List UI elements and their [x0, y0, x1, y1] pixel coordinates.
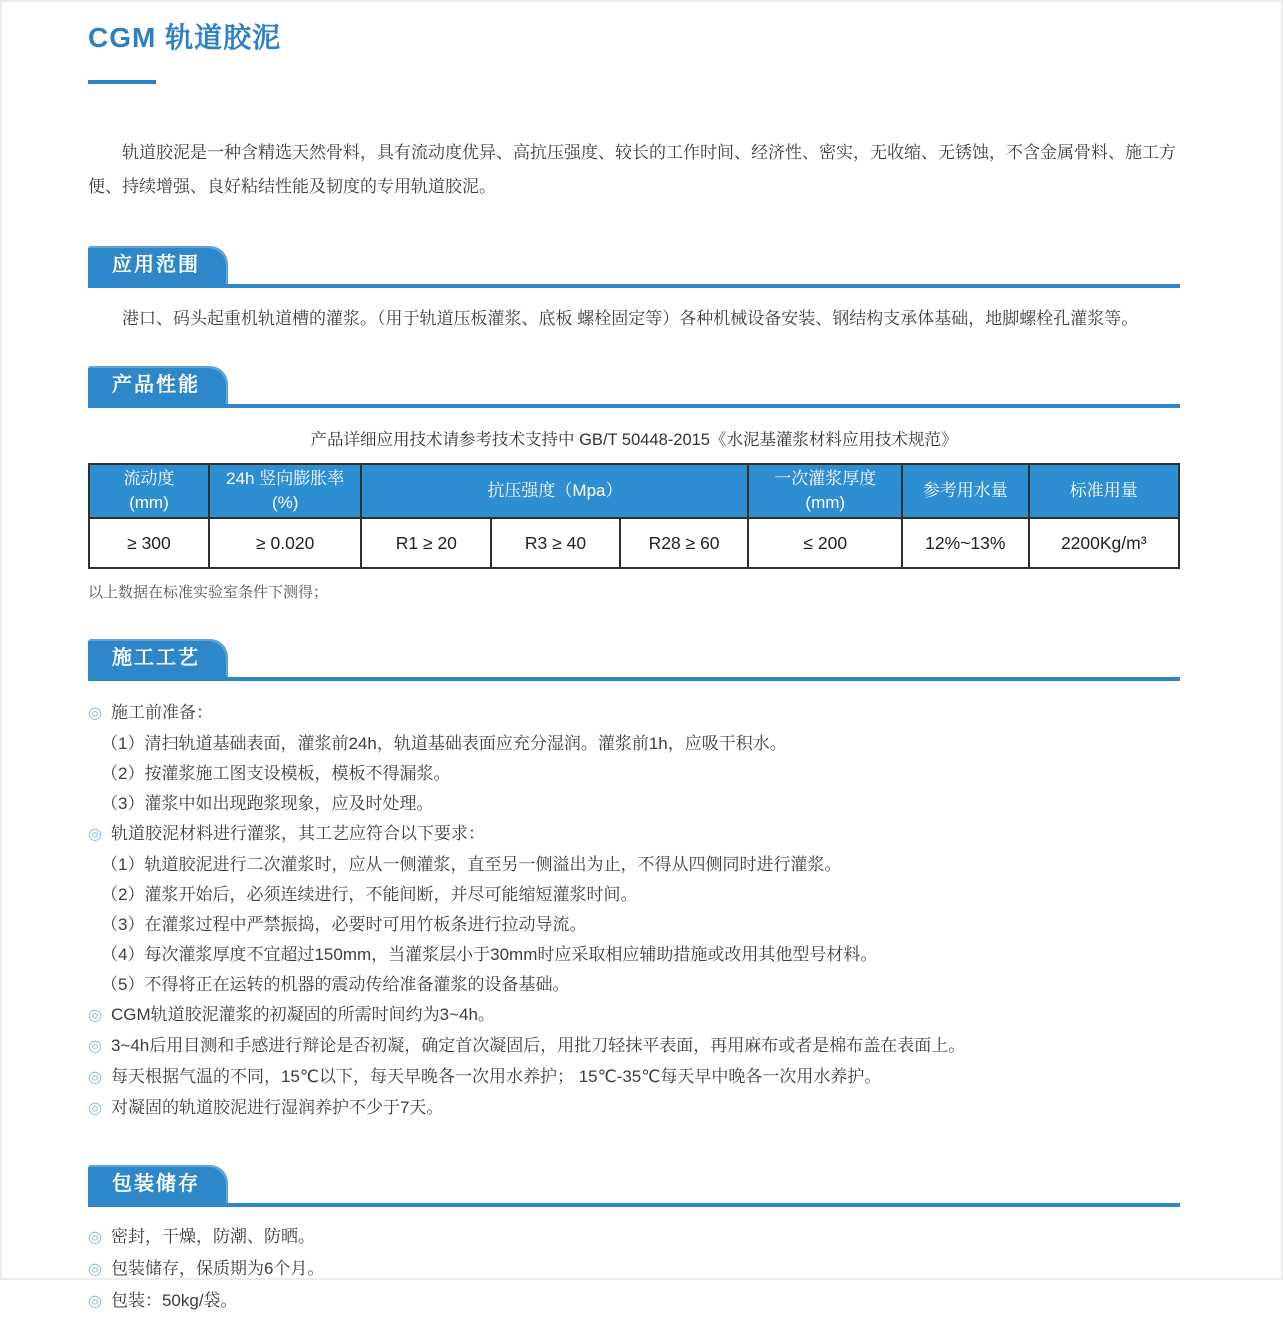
list-item-text: CGM轨道胶泥灌浆的初凝固的所需时间约为3~4h。	[110, 1005, 495, 1024]
bullseye-bullet-icon: ◎	[88, 1038, 102, 1055]
col-header-compressive-strength: 抗压强度（Mpa）	[361, 464, 748, 518]
list-item-text: （3）灌浆中如出现跑浆现象，应及时处理。	[101, 794, 434, 813]
list-item	[88, 850, 1180, 880]
col-header-flow	[89, 464, 209, 518]
section-badge-process: 施工工艺	[88, 639, 228, 677]
list-item	[88, 1000, 1180, 1031]
header-line: (%)	[271, 493, 299, 512]
header-line: (mm)	[129, 493, 169, 512]
list-item-text: （2）灌浆开始后，必须连续进行，不能间断，并尽可能缩短灌浆时间。	[101, 885, 638, 904]
bullseye-bullet-icon: ◎	[88, 1229, 102, 1246]
cell-r28: R28 ≥ 60	[620, 518, 749, 568]
cell-usage: 2200Kg/m³	[1029, 518, 1179, 568]
section-header-application	[88, 246, 1180, 288]
header-line: 一次灌浆厚度	[774, 469, 877, 488]
table-header-row	[89, 464, 1179, 518]
list-item-text: （2）按灌浆施工图支设模板，模板不得漏浆。	[101, 764, 451, 783]
section-header-performance	[88, 366, 1180, 408]
list-item	[88, 789, 1180, 819]
list-item-text: 轨道胶泥材料进行灌浆，其工艺应符合以下要求：	[110, 824, 485, 843]
table-data-row	[89, 518, 1179, 568]
list-item	[88, 729, 1180, 759]
cell-r3: R3 ≥ 40	[491, 518, 620, 568]
bullseye-bullet-icon: ◎	[88, 1007, 102, 1024]
list-item-text: （4）每次灌浆厚度不宜超过150mm，当灌浆层小于30mm时应采取相应辅助措施或改用其他型号材料。	[101, 945, 878, 964]
list-item-text: 施工前准备：	[110, 703, 213, 722]
bullseye-bullet-icon: ◎	[88, 826, 102, 843]
list-item-text: （5）不得将正在运转的机器的震动传给准备灌浆的设备基础。	[101, 975, 570, 994]
cell-expansion: ≥ 0.020	[209, 518, 362, 568]
header-line: (mm)	[805, 493, 846, 512]
list-item	[88, 1093, 1180, 1124]
bullseye-bullet-icon: ◎	[88, 1100, 102, 1117]
section-header-packaging	[88, 1165, 1180, 1207]
list-item	[88, 1253, 1180, 1285]
cell-water: 12%~13%	[902, 518, 1028, 568]
header-line: 流动度	[123, 469, 175, 488]
performance-spec-table	[88, 463, 1180, 569]
list-item	[88, 970, 1180, 1000]
cell-thickness: ≤ 200	[748, 518, 902, 568]
header-line: 24h 竖向膨胀率	[226, 469, 345, 488]
list-item	[88, 940, 1180, 970]
col-header-standard-usage: 标准用量	[1029, 464, 1179, 518]
col-header-water-amount: 参考用水量	[902, 464, 1028, 518]
list-item	[88, 880, 1180, 910]
cell-flow: ≥ 300	[89, 518, 209, 568]
list-item	[88, 1285, 1180, 1317]
list-item-text: 包装储存，保质期为6个月。	[110, 1259, 325, 1278]
packaging-list	[88, 1221, 1180, 1317]
list-item	[88, 759, 1180, 789]
list-item-text: 密封，干燥，防潮、防晒。	[110, 1227, 315, 1246]
section-badge-application: 应用范围	[88, 246, 228, 284]
col-header-expansion	[209, 464, 362, 518]
list-item	[88, 1062, 1180, 1093]
list-item-text: （3）在灌浆过程中严禁振捣，必要时可用竹板条进行拉动导流。	[101, 915, 587, 934]
list-item-text: 每天根据气温的不同，15℃以下，每天早晚各一次用水养护； 15℃-35℃每天早中晚各一次用水养护。	[110, 1067, 882, 1086]
list-item	[88, 819, 1180, 850]
section-badge-performance: 产品性能	[88, 366, 228, 404]
section-badge-packaging: 包装储存	[88, 1165, 228, 1203]
bullseye-bullet-icon: ◎	[88, 1293, 102, 1310]
section-header-process	[88, 639, 1180, 681]
col-header-grout-thickness	[748, 464, 902, 518]
list-item	[88, 698, 1180, 729]
list-item-text: 3~4h后用目测和手感进行辩论是否初凝，确定首次凝固后，用批刀轻抹平表面，再用麻布或者是棉布盖在表面上。	[110, 1036, 966, 1055]
process-list	[88, 698, 1180, 1124]
bullseye-bullet-icon: ◎	[88, 705, 102, 722]
list-item	[88, 910, 1180, 940]
application-body: 港口、码头起重机轨道槽的灌浆。（用于轨道压板灌浆、底板 螺栓固定等）各种机械设备安装、钢结构支承体基础，地脚螺栓孔灌浆等。	[122, 309, 1139, 328]
cell-r1: R1 ≥ 20	[361, 518, 491, 568]
list-item-text: 包装：50kg/袋。	[110, 1291, 238, 1310]
list-item	[88, 1031, 1180, 1062]
bullseye-bullet-icon: ◎	[88, 1069, 102, 1086]
list-item-text: 对凝固的轨道胶泥进行湿润养护不少于7天。	[110, 1098, 444, 1117]
list-item-text: （1）轨道胶泥进行二次灌浆时，应从一侧灌浆，直至另一侧溢出为止，不得从四侧同时进行灌浆。	[101, 855, 842, 874]
bullseye-bullet-icon: ◎	[88, 1261, 102, 1278]
performance-standard-note: 产品详细应用技术请参考技术支持中 GB/T 50448-2015《水泥基灌浆材料应用技术规范》	[310, 431, 958, 449]
table-footnote: 以上数据在标准实验室条件下测得；	[88, 584, 329, 601]
page-title: CGM 轨道胶泥	[88, 22, 282, 53]
list-item-text: （1）清扫轨道基础表面，灌浆前24h，轨道基础表面应充分湿润。灌浆前1h，应吸干积水。	[101, 734, 787, 753]
intro-paragraph: 轨道胶泥是一种含精选天然骨料，具有流动度优异、高抗压强度、较长的工作时间、经济性、密实，无收缩、无锈蚀，不含金属骨料、施工方便、持续增强、良好粘结性能及韧度的专用轨道胶泥。	[88, 143, 1176, 196]
title-underline	[88, 80, 156, 84]
list-item	[88, 1221, 1180, 1253]
